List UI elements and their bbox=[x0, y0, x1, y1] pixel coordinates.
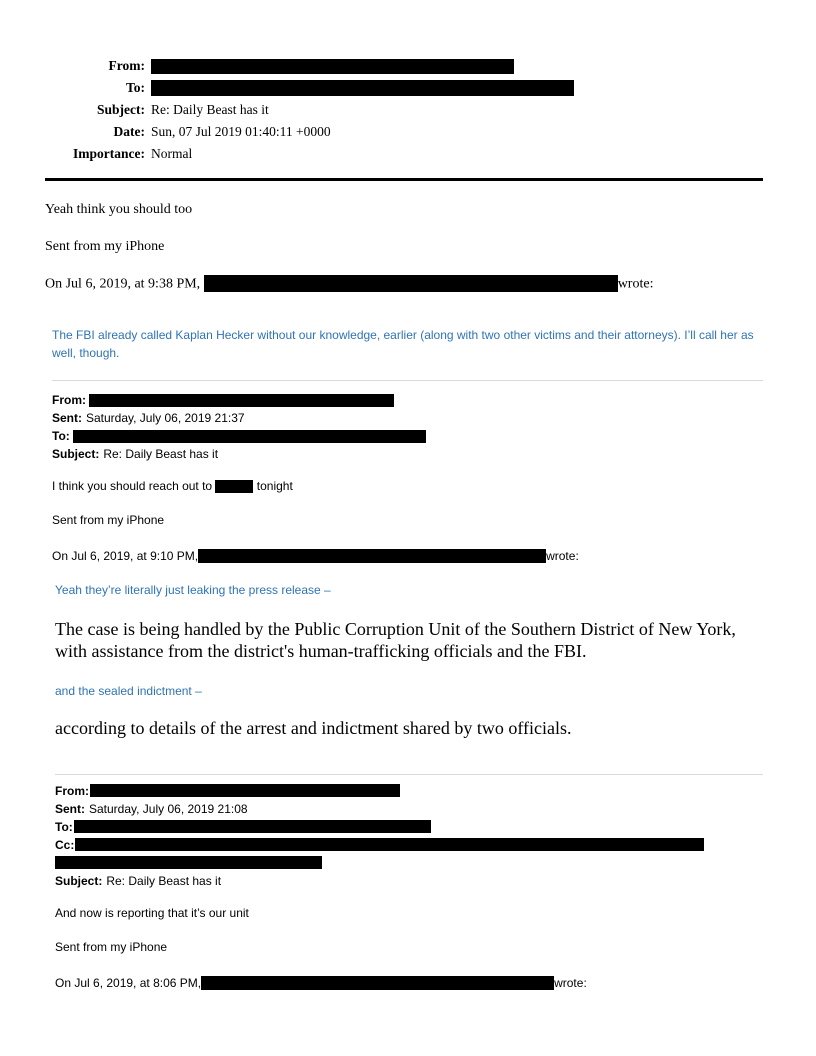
to-label: To: bbox=[125, 80, 145, 95]
header-row-to bbox=[45, 77, 763, 99]
header-divider bbox=[45, 178, 763, 181]
to-label: To: bbox=[55, 819, 73, 834]
quoted-row-from bbox=[52, 391, 763, 409]
subject-value: Re: Daily Beast has it bbox=[103, 447, 219, 461]
sent-label: Sent: bbox=[52, 411, 82, 425]
quoted-message-1 bbox=[52, 326, 763, 992]
date-label: Date: bbox=[113, 124, 145, 139]
redaction-bar-q2-cc-2 bbox=[55, 856, 322, 869]
subject-value: Re: Daily Beast has it bbox=[106, 873, 222, 888]
article-excerpt-1: The case is being handled by the Public Corruption Unit of the Southern District of New York, with assistance from the district's human-trafficking officials and the FBI. bbox=[55, 619, 736, 661]
redaction-bar-q1-to bbox=[73, 430, 426, 443]
from-label: From: bbox=[52, 393, 86, 407]
quoted-row-sent bbox=[52, 409, 763, 427]
reply-attribution-line bbox=[55, 974, 763, 992]
quoted-header-1 bbox=[52, 391, 763, 463]
cc-label: Cc: bbox=[55, 837, 75, 852]
redaction-bar-to bbox=[151, 80, 574, 96]
signature-line: Sent from my iPhone bbox=[52, 513, 165, 527]
quoted-header-2 bbox=[55, 782, 763, 890]
quoted-row-subject bbox=[52, 445, 763, 463]
sent-value: Saturday, July 06, 2019 21:37 bbox=[86, 411, 245, 425]
quoted-row-sent bbox=[55, 800, 763, 818]
line-prefix: I think you should reach out to bbox=[52, 479, 216, 493]
importance-value: Normal bbox=[151, 146, 193, 161]
message-header bbox=[45, 55, 763, 165]
quoted-message-2 bbox=[55, 581, 763, 992]
message-line: And now is reporting that it’s our unit bbox=[55, 905, 249, 920]
redaction-bar-name-inline bbox=[215, 480, 253, 493]
signature-line: Sent from my iPhone bbox=[55, 939, 168, 954]
sent-label: Sent: bbox=[55, 801, 85, 816]
reply-suffix: wrote: bbox=[617, 276, 654, 292]
signature-line: Sent from my iPhone bbox=[45, 239, 165, 254]
reply-suffix: wrote: bbox=[554, 975, 587, 990]
article-excerpt-2: according to details of the arrest and indictment shared by two officials. bbox=[55, 718, 572, 738]
date-value: Sun, 07 Jul 2019 01:40:11 +0000 bbox=[151, 124, 331, 139]
redaction-bar-q2-to bbox=[74, 820, 431, 833]
message-line bbox=[52, 477, 763, 495]
reply-attribution-line bbox=[52, 547, 763, 565]
reply-attribution-line bbox=[45, 275, 763, 294]
redaction-bar-q2-cc-1 bbox=[75, 838, 704, 851]
sent-value: Saturday, July 06, 2019 21:08 bbox=[89, 801, 248, 816]
redaction-bar-sender-1 bbox=[204, 275, 618, 292]
redaction-bar-from bbox=[151, 59, 514, 74]
quoted-row-from bbox=[55, 782, 763, 800]
header-row-importance bbox=[45, 143, 763, 165]
reply-prefix: On Jul 6, 2019, at 8:06 PM, bbox=[55, 975, 202, 990]
quote-divider-2 bbox=[55, 774, 763, 775]
header-row-date bbox=[45, 121, 763, 143]
quoted-blue-paragraph: The FBI already called Kaplan Hecker without our knowledge, earlier (along with two other victims and their attorneys). I’ll call her as well, though. bbox=[52, 328, 754, 360]
message-line: Yeah think you should too bbox=[45, 202, 193, 217]
header-row-from bbox=[45, 55, 763, 77]
subject-label: Subject: bbox=[97, 102, 145, 117]
subject-value: Re: Daily Beast has it bbox=[151, 102, 269, 117]
reply-prefix: On Jul 6, 2019, at 9:38 PM, bbox=[45, 276, 204, 292]
redaction-bar-q2-from bbox=[90, 784, 400, 797]
reply-suffix: wrote: bbox=[546, 549, 579, 563]
quoted-blue-line: Yeah they’re literally just leaking the press release – bbox=[55, 583, 331, 597]
quoted-row-to bbox=[55, 818, 763, 836]
from-label: From: bbox=[55, 783, 89, 798]
quoted-row-cc-continued bbox=[55, 854, 763, 872]
subject-label: Subject: bbox=[52, 447, 100, 461]
line-suffix: tonight bbox=[253, 479, 293, 493]
quote-divider-1 bbox=[52, 380, 763, 381]
redaction-bar-sender-3 bbox=[201, 976, 554, 990]
importance-label: Importance: bbox=[73, 146, 145, 161]
from-label: From: bbox=[108, 58, 145, 73]
quoted-blue-line: and the sealed indictment – bbox=[55, 684, 202, 698]
reply-prefix: On Jul 6, 2019, at 9:10 PM, bbox=[52, 549, 199, 563]
to-label: To: bbox=[52, 429, 70, 443]
subject-label: Subject: bbox=[55, 873, 103, 888]
quoted-row-cc bbox=[55, 836, 763, 854]
quoted-row-subject bbox=[55, 872, 763, 890]
quoted-row-to bbox=[52, 427, 763, 445]
header-row-subject bbox=[45, 99, 763, 121]
redaction-bar-q1-from bbox=[89, 394, 394, 407]
redaction-bar-sender-2 bbox=[198, 549, 546, 563]
